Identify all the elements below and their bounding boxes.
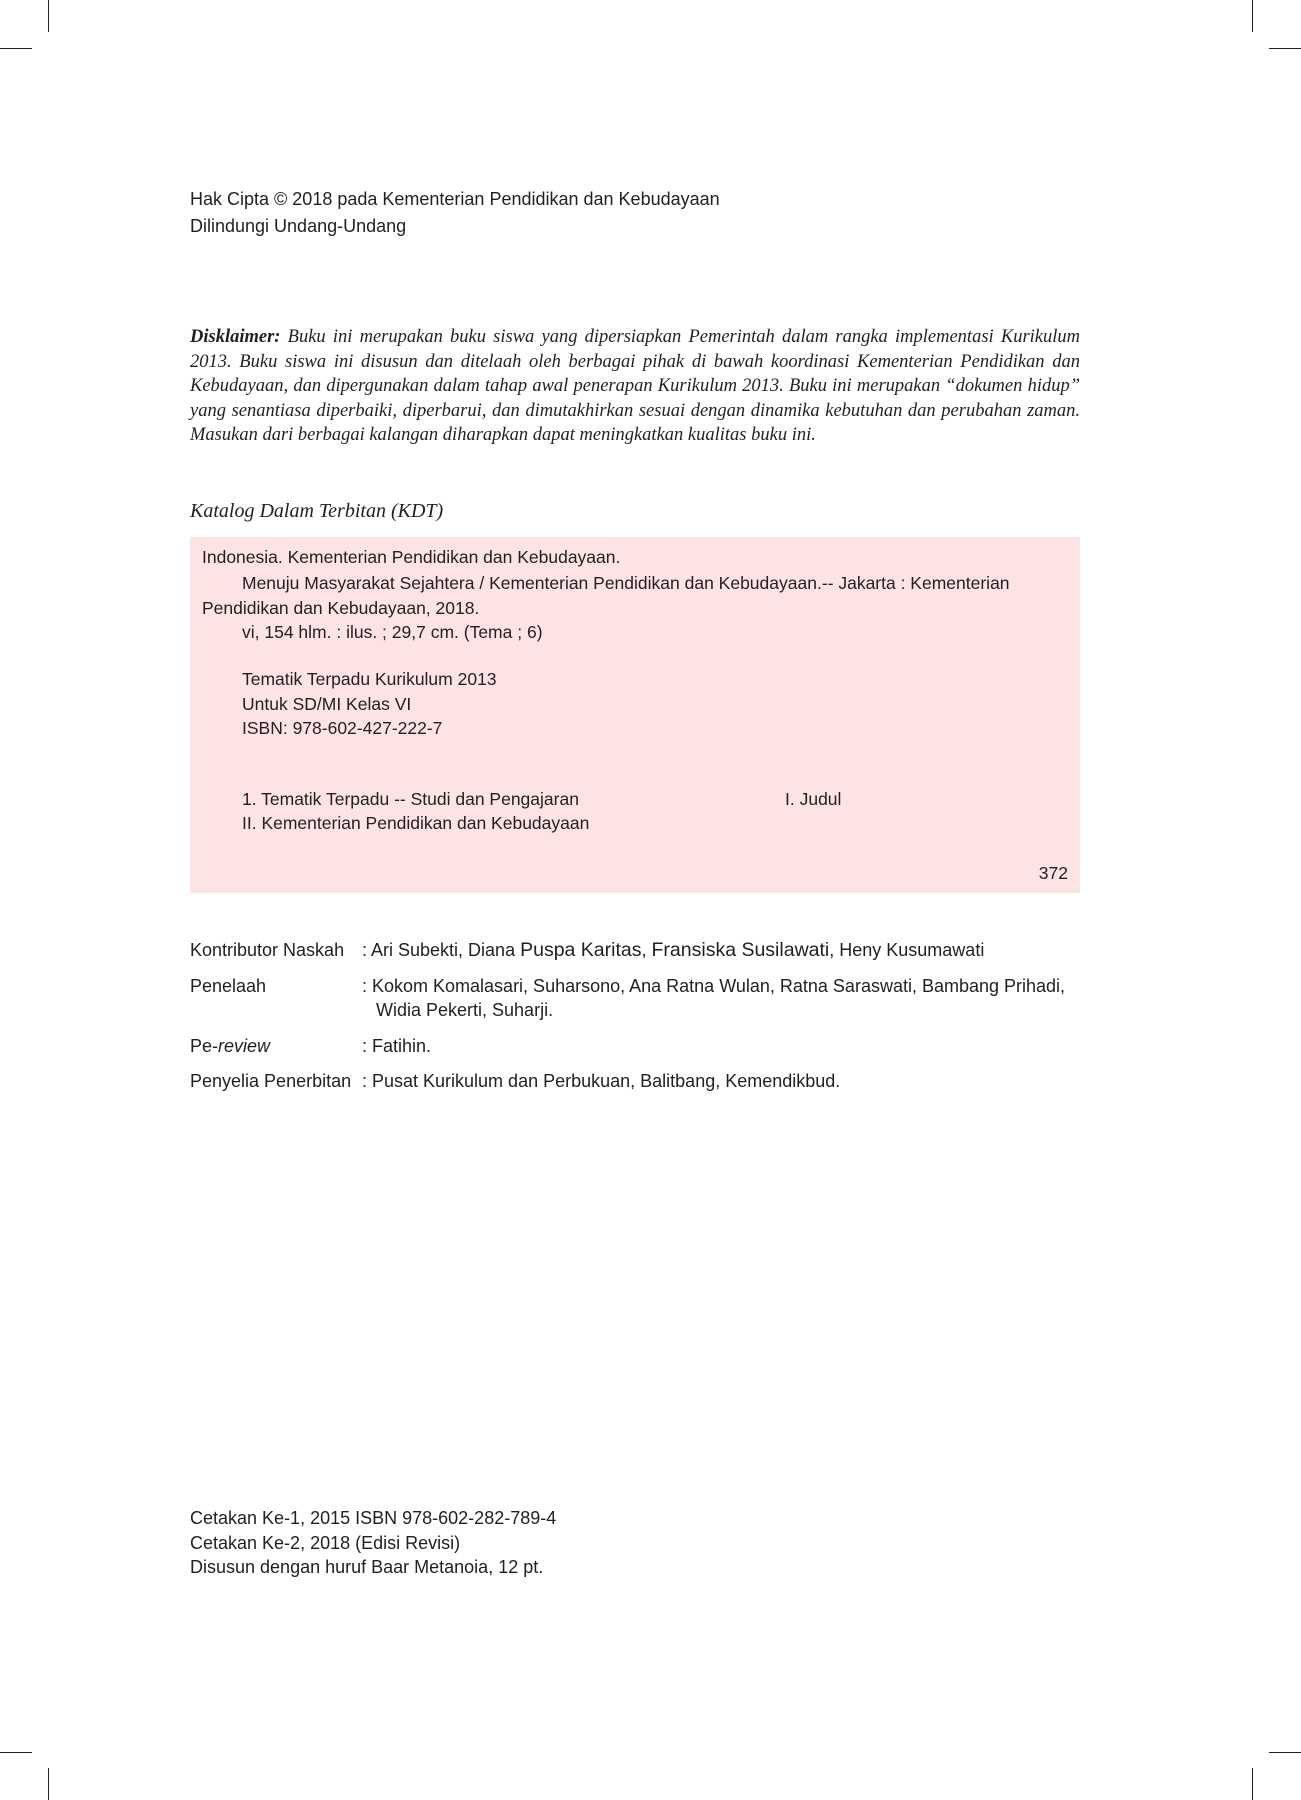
kdt-author: Indonesia. Kementerian Pendidikan dan Kebudayaan.	[202, 547, 621, 567]
crop-mark	[1269, 1752, 1301, 1753]
kdt-isbn: ISBN: 978-602-427-222-7	[242, 718, 443, 738]
penelaah-label: Penelaah	[190, 975, 267, 996]
protection-line: Dilindungi Undang-Undang	[190, 216, 407, 236]
contributor-label: Kontributor Naskah	[190, 940, 345, 960]
kdt-class-number: 372	[1038, 863, 1068, 883]
reviewer-label-italic: review	[218, 1035, 271, 1056]
reviewer-label-prefix: Pe-	[190, 1035, 219, 1056]
printing-info	[190, 1506, 556, 1580]
contributor-row-naskah	[190, 938, 1090, 963]
kdt-physical: vi, 154 hlm. : ilus. ; 29,7 cm. (Tema ; 6)	[242, 622, 543, 642]
crop-mark	[1269, 48, 1301, 49]
contributor-row-penyelia	[190, 1069, 1090, 1094]
kdt-subject-2: I. Judul	[785, 789, 842, 809]
reviewer-value: : Fatihin.	[362, 1035, 432, 1056]
kdt-title-entry: Menuju Masyarakat Sejahtera / Kementerian Pendidikan dan Kebudayaan.-- Jakarta : Kementerian Pendidikan dan Kebudayaan, 2018.	[202, 573, 1010, 618]
contributor-row-reviewer	[190, 1034, 1090, 1059]
penyelia-value: : Pusat Kurikulum dan Perbukuan, Balitbang, Kemendikbud.	[362, 1071, 841, 1091]
crop-mark	[1252, 1768, 1253, 1800]
kdt-series: Tematik Terpadu Kurikulum 2013	[242, 669, 497, 689]
printing-line-1: Cetakan Ke-1, 2015 ISBN 978-602-282-789-4	[190, 1508, 557, 1528]
printing-line-3: Disusun dengan huruf Baar Metanoia, 12 pt.	[190, 1557, 544, 1577]
copyright-line: Hak Cipta © 2018 pada Kementerian Pendidikan dan Kebudayaan	[190, 189, 720, 209]
contributor-value	[362, 938, 1090, 963]
crop-mark	[48, 0, 49, 32]
penelaah-value: : Kokom Komalasari, Suharsono, Ana Ratna Wulan, Ratna Saraswati, Bambang Prihadi, Widia Pekerti, Suharji.	[362, 975, 1066, 1020]
disclaimer-label: Disklaimer:	[190, 327, 281, 347]
copyright-notice	[190, 186, 720, 240]
crop-mark	[1252, 0, 1253, 32]
contributor-row-penelaah	[190, 974, 1090, 1023]
kdt-level: Untuk SD/MI Kelas VI	[242, 694, 412, 714]
kdt-subject-3: II. Kementerian Pendidikan dan Kebudayaan	[242, 813, 590, 833]
crop-mark	[0, 48, 32, 49]
penyelia-label: Penyelia Penerbitan	[190, 1071, 352, 1091]
crop-mark	[48, 1768, 49, 1800]
kdt-catalog-box	[190, 537, 1080, 893]
kdt-heading: Katalog Dalam Terbitan (KDT)	[190, 500, 444, 522]
kdt-subject-1: 1. Tematik Terpadu -- Studi dan Pengajaran	[242, 789, 579, 809]
contributor-name: Puspa Karitas	[520, 939, 642, 961]
contributor-name: Fransiska Susilawati	[651, 939, 830, 961]
disclaimer-text: Buku ini merupakan buku siswa yang dipersiapkan Pemerintah dalam rangka implementasi Kurikulum 2013. Buku siswa ini disusun dan ditelaah oleh berbagai pihak di bawah koordinasi Kementerian Pendidikan dan Kebudayaan, dan dipergunakan dalam tahap awal penerapan Kurikulum 2013. Buku ini merupakan “dokumen hidup” yang senantiasa diperbaiki, diperbarui, dan dimutakhirkan sesuai dengan dinamika kebutuhan dan perubahan zaman. Masukan dari berbagai kalangan diharapkan dapat meningkatkan kualitas buku ini.	[190, 327, 1080, 445]
contributor-text: : Ari Subekti, Diana	[362, 940, 521, 960]
disclaimer	[190, 325, 1080, 448]
reviewer-label	[190, 1034, 270, 1059]
crop-mark	[0, 1752, 32, 1753]
printing-line-2: Cetakan Ke-2, 2018 (Edisi Revisi)	[190, 1532, 461, 1553]
contributors-list	[190, 938, 1090, 1105]
contributor-text: , Heny Kusumawati	[829, 940, 985, 960]
contributor-separator: ,	[641, 940, 652, 960]
